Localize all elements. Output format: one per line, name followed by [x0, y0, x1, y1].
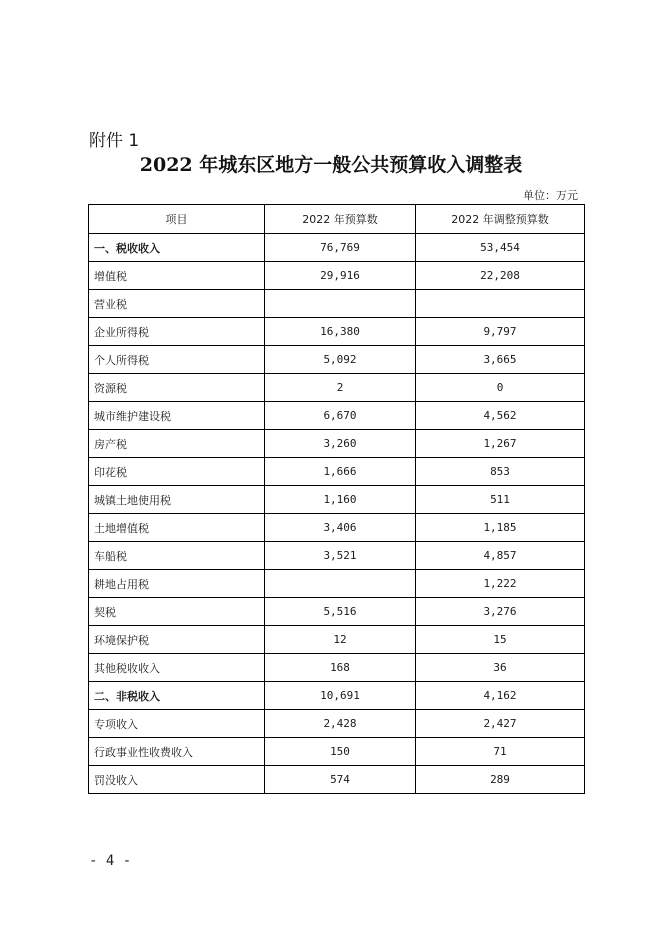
row-adjusted-value: 3,665: [416, 346, 585, 374]
table-row: [89, 234, 585, 262]
row-budget-value: [265, 570, 416, 598]
row-adjusted-value: 0: [416, 374, 585, 402]
table-row: [89, 682, 585, 710]
table-row: [89, 318, 585, 346]
row-budget-value: 2: [265, 374, 416, 402]
table-row: [89, 542, 585, 570]
row-adjusted-value: 53,454: [416, 234, 585, 262]
table-row: [89, 374, 585, 402]
row-adjusted-value: 15: [416, 626, 585, 654]
row-budget-value: 3,260: [265, 430, 416, 458]
table-row: [89, 402, 585, 430]
table-row: [89, 262, 585, 290]
unit-label: 单位：万元: [523, 189, 578, 202]
row-budget-value: 16,380: [265, 318, 416, 346]
row-budget-value: 76,769: [265, 234, 416, 262]
row-budget-value: 1,160: [265, 486, 416, 514]
row-budget-value: 12: [265, 626, 416, 654]
row-budget-value: 3,521: [265, 542, 416, 570]
row-adjusted-value: 289: [416, 766, 585, 794]
row-budget-value: 1,666: [265, 458, 416, 486]
row-item-name: 营业税: [89, 290, 265, 318]
row-adjusted-value: 1,185: [416, 514, 585, 542]
header-item: 项目: [89, 205, 265, 234]
table-row: [89, 486, 585, 514]
row-item-name: 环境保护税: [89, 626, 265, 654]
document-title: 2022 年城东区地方一般公共预算收入调整表: [139, 154, 523, 176]
row-adjusted-value: 9,797: [416, 318, 585, 346]
row-budget-value: 574: [265, 766, 416, 794]
row-adjusted-value: [416, 290, 585, 318]
row-budget-value: [265, 290, 416, 318]
table-row: [89, 458, 585, 486]
row-budget-value: 10,691: [265, 682, 416, 710]
table-row: [89, 290, 585, 318]
row-item-name: 罚没收入: [89, 766, 265, 794]
row-adjusted-value: 4,562: [416, 402, 585, 430]
row-item-name: 资源税: [89, 374, 265, 402]
row-budget-value: 5,092: [265, 346, 416, 374]
table-body: [89, 234, 585, 794]
row-budget-value: 6,670: [265, 402, 416, 430]
table-row: [89, 598, 585, 626]
row-adjusted-value: 3,276: [416, 598, 585, 626]
row-item-name: 其他税收收入: [89, 654, 265, 682]
row-item-name: 专项收入: [89, 710, 265, 738]
row-budget-value: 2,428: [265, 710, 416, 738]
budget-table: [88, 204, 585, 794]
table-row: [89, 710, 585, 738]
table-row: [89, 430, 585, 458]
header-adjusted-budget-2022: 2022 年调整预算数: [416, 205, 585, 234]
row-item-name: 个人所得税: [89, 346, 265, 374]
row-budget-value: 168: [265, 654, 416, 682]
table-row: [89, 654, 585, 682]
row-item-name: 企业所得税: [89, 318, 265, 346]
row-item-name: 城市维护建设税: [89, 402, 265, 430]
row-item-name: 土地增值税: [89, 514, 265, 542]
row-adjusted-value: 4,857: [416, 542, 585, 570]
row-item-name: 增值税: [89, 262, 265, 290]
table-header: [89, 205, 585, 234]
row-adjusted-value: 853: [416, 458, 585, 486]
row-item-name: 一、税收收入: [89, 234, 265, 262]
header-budget-2022: 2022 年预算数: [265, 205, 416, 234]
row-adjusted-value: 1,222: [416, 570, 585, 598]
row-item-name: 车船税: [89, 542, 265, 570]
row-budget-value: 29,916: [265, 262, 416, 290]
attachment-label: 附件 1: [89, 131, 140, 151]
row-item-name: 行政事业性收费收入: [89, 738, 265, 766]
table-row: [89, 514, 585, 542]
row-adjusted-value: 1,267: [416, 430, 585, 458]
header-row: [89, 205, 585, 234]
table-row: [89, 626, 585, 654]
row-adjusted-value: 36: [416, 654, 585, 682]
row-adjusted-value: 22,208: [416, 262, 585, 290]
row-budget-value: 3,406: [265, 514, 416, 542]
row-adjusted-value: 2,427: [416, 710, 585, 738]
row-item-name: 房产税: [89, 430, 265, 458]
row-item-name: 城镇土地使用税: [89, 486, 265, 514]
table-row: [89, 570, 585, 598]
table-row: [89, 346, 585, 374]
page-number: - 4 -: [89, 853, 132, 869]
row-budget-value: 5,516: [265, 598, 416, 626]
row-item-name: 印花税: [89, 458, 265, 486]
row-adjusted-value: 71: [416, 738, 585, 766]
table-row: [89, 738, 585, 766]
row-item-name: 耕地占用税: [89, 570, 265, 598]
row-adjusted-value: 511: [416, 486, 585, 514]
row-adjusted-value: 4,162: [416, 682, 585, 710]
row-budget-value: 150: [265, 738, 416, 766]
row-item-name: 契税: [89, 598, 265, 626]
row-item-name: 二、非税收入: [89, 682, 265, 710]
table-row: [89, 766, 585, 794]
